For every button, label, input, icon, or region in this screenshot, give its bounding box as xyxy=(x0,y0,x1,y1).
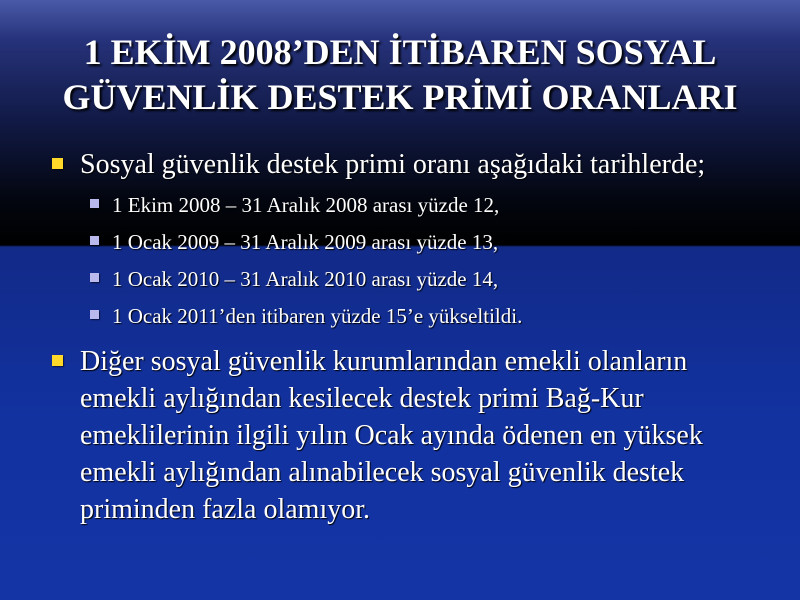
square-bullet-icon xyxy=(52,158,63,169)
rate-item xyxy=(86,261,768,298)
square-bullet-icon xyxy=(90,273,99,282)
slide-title xyxy=(0,30,800,120)
rate-item xyxy=(86,224,768,261)
square-bullet-icon xyxy=(90,199,99,208)
rate-item-text: 1 Ocak 2011’den itibaren yüzde 15’e yükseltildi. xyxy=(112,304,523,328)
rate-item-text: 1 Ocak 2009 – 31 Aralık 2009 arası yüzde 13, xyxy=(112,230,499,254)
square-bullet-icon xyxy=(52,355,63,366)
bullet-text: Diğer sosyal güvenlik kurumlarından emekli olanların emekli aylığından kesilecek destek primi Bağ-Kur emeklilerinin ilgili yılın Ocak ayında ödenen en yüksek emekli aylığından alınabilecek sosyal güvenlik destek priminden fazla olamıyor. xyxy=(80,346,703,525)
bullet-text: Sosyal güvenlik destek primi oranı aşağıdaki tarihlerde; xyxy=(80,149,706,180)
rate-item xyxy=(86,298,768,335)
title-line-2: GÜVENLİK DESTEK PRİMİ ORANLARI xyxy=(62,77,738,117)
square-bullet-icon xyxy=(90,236,99,245)
title-line-1: 1 EKİM 2008’DEN İTİBAREN SOSYAL xyxy=(83,32,717,72)
rate-item xyxy=(86,187,768,224)
rate-item-text: 1 Ocak 2010 – 31 Aralık 2010 arası yüzde 14, xyxy=(112,267,499,291)
bullet-item-rates xyxy=(48,146,768,183)
square-bullet-icon xyxy=(90,310,99,319)
slide-body xyxy=(48,146,768,528)
rate-list xyxy=(86,187,768,335)
bullet-item-limit xyxy=(48,343,768,528)
rate-item-text: 1 Ekim 2008 – 31 Aralık 2008 arası yüzde 12, xyxy=(112,193,500,217)
